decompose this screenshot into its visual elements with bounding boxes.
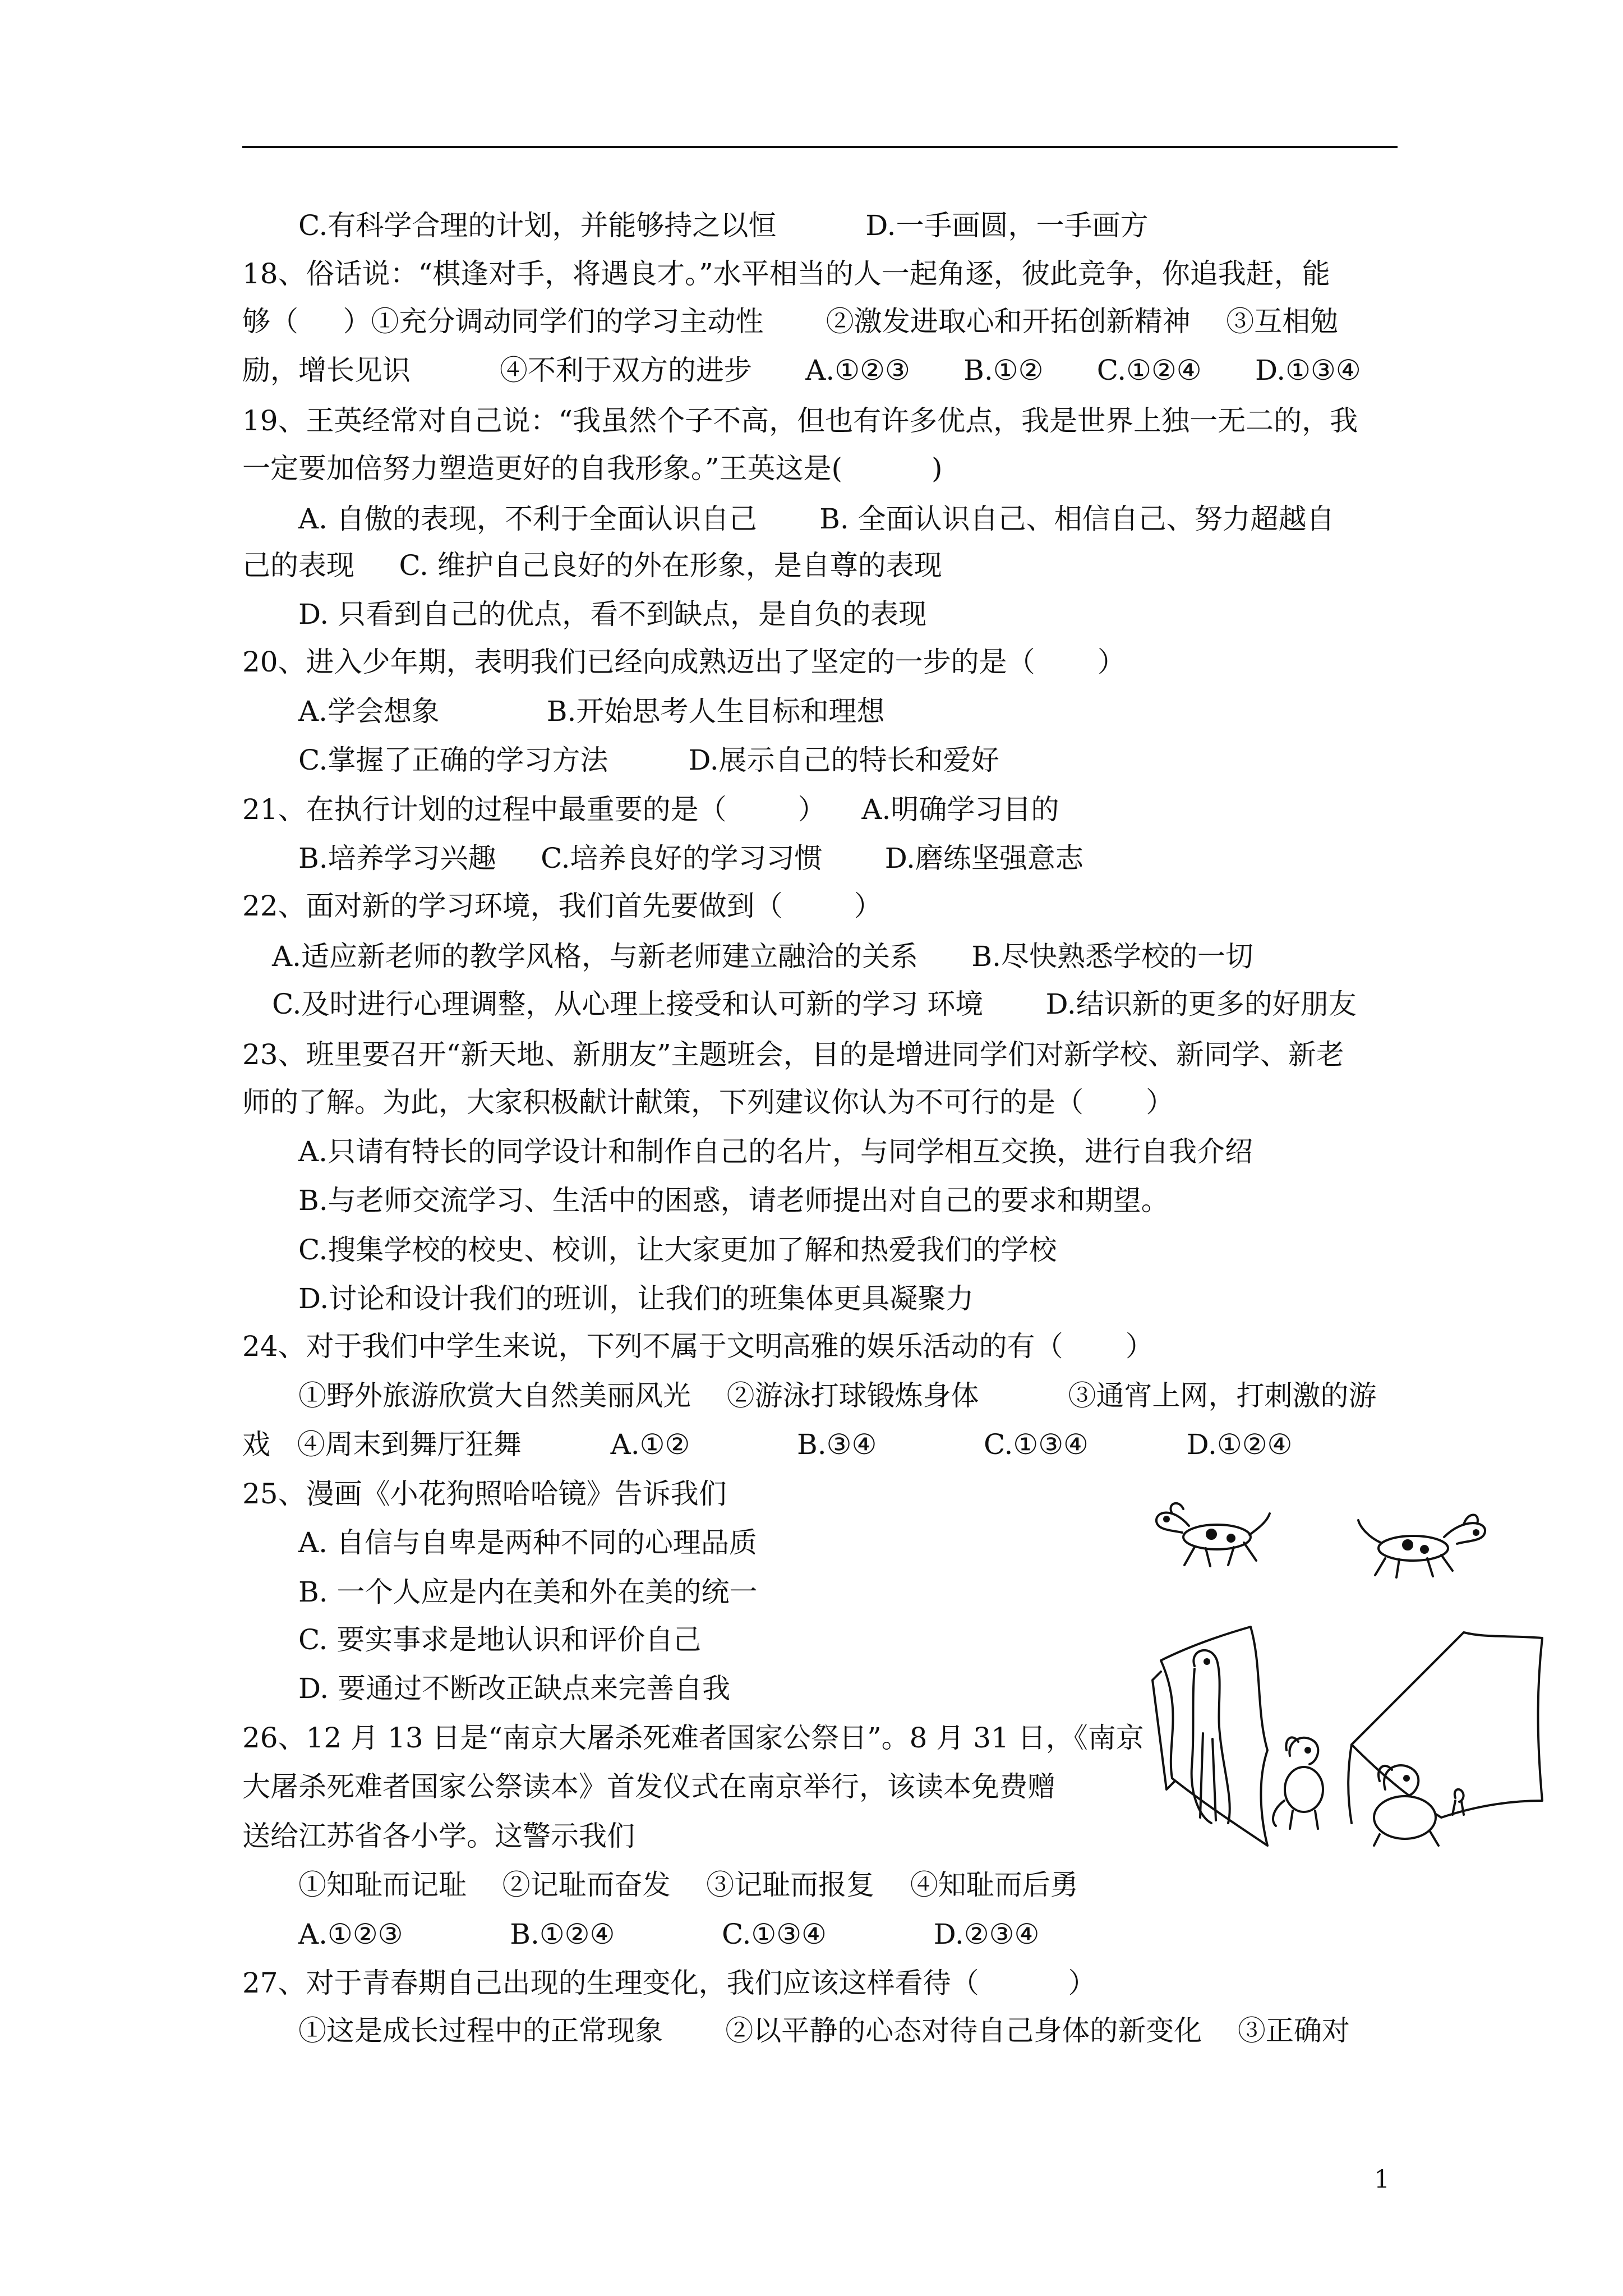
text-line: 23、班里要召开“新天地、新朋友”主题班会，目的是增进同学们对新学校、新同学、新老 [242,1038,1344,1071]
text-line: A. 自信与自卑是两种不同的心理品质 [298,1526,757,1559]
text-line: 戏 ④周末到舞厅狂舞 A.①② B.③④ C.①③④ D.①②④ [242,1428,1293,1461]
text-line: 一定要加倍努力塑造更好的自我形象。”王英这是( ) [242,452,943,485]
text-line: ①野外旅游欣赏大自然美丽风光 ②游泳打球锻炼身体 ③通宵上网，打刺激的游 [298,1379,1377,1412]
mirror [1152,1627,1267,1846]
mirror [1348,1632,1542,1823]
text-line: 己的表现 C. 维护自己良好的外在形象，是自尊的表现 [242,549,942,582]
text-line: B.与老师交流学习、生活中的困惑，请老师提出对自己的要求和期望。 [298,1184,1169,1217]
text-line: C.有科学合理的计划，并能够持之以恒 D.一手画圆，一手画方 [298,209,1149,242]
text-line: D. 要通过不断改正缺点来完善自我 [298,1672,731,1705]
text-line: 够（ ）①充分调动同学们的学习主动性 ②激发进取心和开拓创新精神 ③互相勉 [242,305,1339,338]
header-rule [242,146,1398,148]
text-line: 21、在执行计划的过程中最重要的是（ ） A.明确学习目的 [242,793,1059,826]
text-line: A.学会想象 B.开始思考人生目标和理想 [298,695,885,728]
text-line: A.只请有特长的同学设计和制作自己的名片，与同学相互交换，进行自我介绍 [298,1135,1253,1168]
text-line: C. 要实事求是地认识和评价自己 [298,1623,702,1656]
text-line: 师的了解。为此，大家积极献计献策，下列建议你认为不可行的是（ ） [242,1086,1174,1119]
text-line: 送给江苏省各小学。这警示我们 [242,1820,635,1852]
dog-figure [1358,1515,1485,1577]
dog-mirror-cartoon [1150,1487,1559,1857]
dog-figure [1156,1503,1270,1566]
text-line: 18、俗话说：“棋逢对手，将遇良才。”水平相当的人一起角逐，彼此竞争，你追我赶，能 [242,257,1330,290]
text-line: A. 自傲的表现，不利于全面认识自己 B. 全面认识自己、相信自己、努力超越自 [298,503,1335,535]
text-line: C.及时进行心理调整，从心理上接受和认可新的学习 环境 D.结识新的更多的好朋友 [272,988,1357,1020]
text-line: ①这是成长过程中的正常现象 ②以平静的心态对待自己身体的新变化 ③正确对 [298,2014,1350,2047]
text-line: A.①②③ B.①②④ C.①③④ D.②③④ [298,1918,1040,1950]
page-number: 1 [1374,2165,1390,2194]
text-line: 22、面对新的学习环境，我们首先要做到（ ） [242,890,882,922]
text-line: 20、进入少年期，表明我们已经向成熟迈出了坚定的一步的是（ ） [242,646,1126,678]
text-line: 大屠杀死难者国家公祭读本》首发仪式在南京举行，该读本免费赠 [242,1770,1055,1803]
text-line: 励，增长见识 ④不利于双方的进步 A.①②③ B.①② C.①②④ D.①③④ [242,354,1361,386]
text-line: B. 一个人应是内在美和外在美的统一 [298,1576,758,1608]
text-line: B.培养学习兴趣 C.培养良好的学习习惯 D.磨练坚强意志 [298,842,1083,875]
text-line: 27、对于青春期自己出现的生理变化，我们应该这样看待（ ） [242,1967,1096,1999]
text-line: 19、王英经常对自己说：“我虽然个子不高，但也有许多优点，我是世界上独一无二的，我 [242,404,1358,437]
dog-figure [1273,1737,1323,1829]
text-line: C.搜集学校的校史、校训，让大家更加了解和热爱我们的学校 [298,1234,1057,1266]
text-line: A.适应新老师的教学风格，与新老师建立融洽的关系 B.尽快熟悉学校的一切 [272,940,1253,973]
text-line: 25、漫画《小花狗照哈哈镜》告诉我们 [242,1478,727,1510]
text-line: 26、12 月 13 日是“南京大屠杀死难者国家公祭日”。8 月 31 日，《南京 [242,1722,1144,1754]
text-line: ①知耻而记耻 ②记耻而奋发 ③记耻而报复 ④知耻而后勇 [298,1869,1078,1901]
text-line: D.讨论和设计我们的班训，让我们的班集体更具凝聚力 [298,1282,974,1315]
text-line: C.掌握了正确的学习方法 D.展示自己的特长和爱好 [298,744,999,776]
text-line: D. 只看到自己的优点，看不到缺点，是自负的表现 [298,598,927,631]
text-line: 24、对于我们中学生来说，下列不属于文明高雅的娱乐活动的有（ ） [242,1330,1154,1363]
